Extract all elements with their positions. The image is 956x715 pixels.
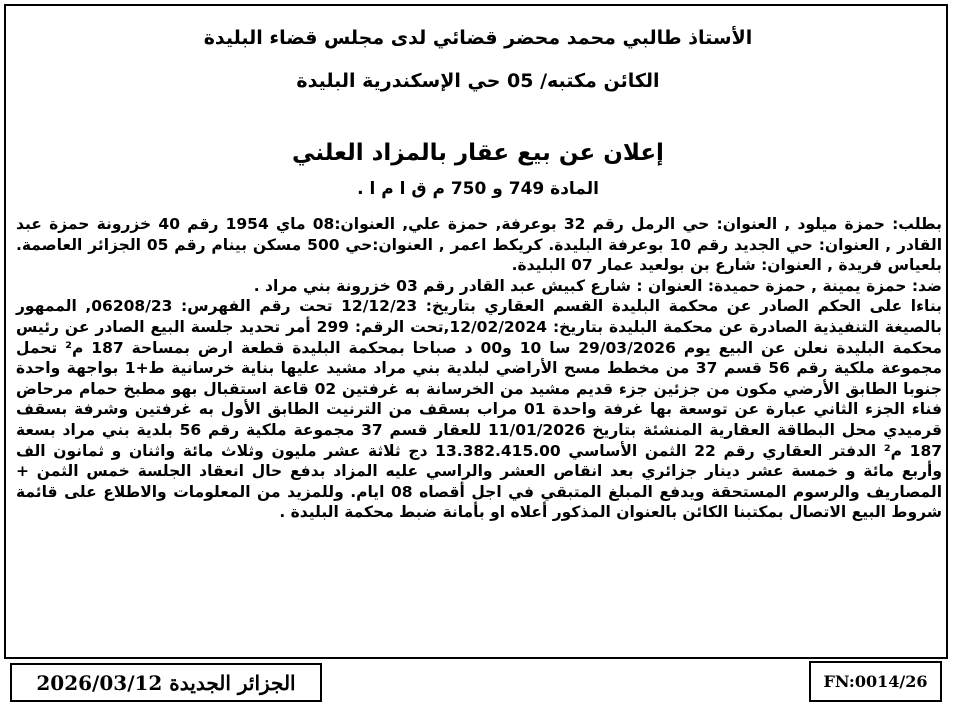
defendants-paragraph: ضد: حمزة يمينة , حمزة حميدة: العنوان : شارع كبيش عبد القادر رقم 03 خزرونة بني مراد .	[253, 276, 942, 295]
sale-details-paragraph: بناءا على الحكم الصادر عن محكمة البليدة القسم العقاري بتاريخ: 12/12/23 تحت رقم الفهرس: 06208/23, الممهور بالصيغة التنفيذية الصادرة عن محكمة البليدة بتاريخ: 12/02/2024,تحت الرقم: 299 أمر تحديد جلسة البيع الصادر عن رئيس محكمة البليدة نعلن عن البيع يوم 29/03/2026 سا 10 و00 د صباحا بمحكمة البليدة قطعة ارض بمساحة 187 م² تحمل مجموعة ملكية رقم 56 قسم 37 من مخطط مسح الأراضي لبلدية بني مراد مشيد عليها بناية خرسانية ط+1 بواجهة واحدة جنوبا الطابق الأرضي مكون من جزئين جزء قديم مشيد من الخرسانة به غرفتين 02 قاعة استقبال بهو مطبخ حمام مرحاض فناء الجزء الثاني عبارة عن توسعة بها غرفة واحدة 01 مراب بسقف من الترنيت الطابق الأول به غرفتين وشرفة بسقف قرميدي محل البطاقة العقارية المنشئة بتاريخ 11/01/2026 للعقار قسم 37 مجموعة ملكية رقم 56 بلدية بني مراد بسعة 187 م² الدفتر العقاري رقم 22 الثمن الأساسي 13.382.415.00 دج ثلاثة عشر مليون وثلاث مائة واثنان و ثمانون الف وأربع مائة و خمسة عشر دينار جزائري بعد انقاص العشر والراسي عليه المزاد بدفع حال انعقاد الجلسة خمس الثمن + المصاريف والرسوم المستحقة ويدفع المبلغ المتبقي في اجل أقصاه 08 ايام. وللمزيد من المعلومات والاطلاع على قائمة شروط البيع الاتصال بمكتبنا الكائن بالعنوان المذكور أعلاه او بأمانة ضبط محكمة البليدة .	[16, 297, 943, 522]
bailiff-name-line: الأستاذ طالبي محمد محضر قضائي لدى مجلس قضاء البليدة	[203, 27, 753, 49]
bailiff-address-line: الكائن مكتبه/ 05 حي الإسكندرية البليدة	[296, 70, 660, 92]
file-number-box	[809, 661, 942, 702]
notice-title: إعلان عن بيع عقار بالمزاد العلني	[292, 140, 664, 166]
plaintiffs-paragraph: بطلب: حمزة ميلود , العنوان: حي الرمل رقم 32 بوعرفة, حمزة علي, العنوان:08 ماي 1954 رقم 40 خزرونة حمزة عبد القادر , العنوان: حي الجديد رقم 10 بوعرفة البليدة. كريكط اعمر , العنوان:حي 500 مسكن بينام رقم 05 الجزائر العاصمة. بلعياس فريدة , العنوان: شارع بن بولعيد عمار 07 البليدة.	[16, 215, 943, 275]
newspaper-date-label: الجزائر الجديدة 2026/03/12	[36, 670, 296, 695]
legal-article-reference: المادة 749 و 750 م ق ا م ا .	[357, 179, 599, 199]
notice-body	[16, 214, 942, 523]
newspaper-date-box	[10, 663, 322, 702]
file-number-label: FN:0014/26	[823, 672, 928, 691]
